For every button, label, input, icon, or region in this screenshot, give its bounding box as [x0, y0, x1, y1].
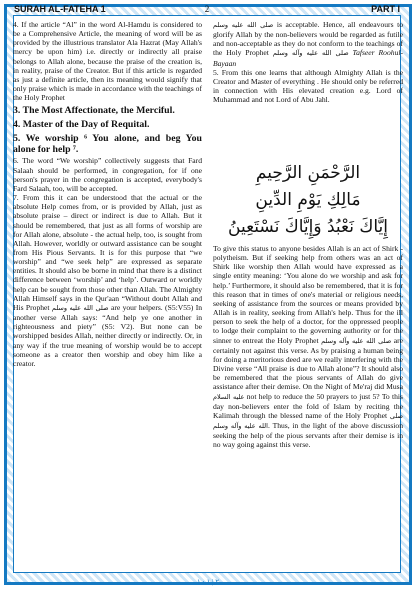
paragraph-7-text: 7. From this it can be understood that the actual or the absolute Help comes from, or is provided by Allah, just as absolute praise – direct or indirect is due to Allah. But it should be remembered, that just as all forms of worship are for Allah alone, absolute - the actual help, too, is sought from Allah. However, worldly or outward assistance can be sought from His Pious Servants. It is for this purpose that “we worship” and “we seek help” are expressed as separate entities. It should also be borne in mind that there is a distinct difference between ‘worship’ and ‘help’. Outward or worldly help can be sought from those other than Allah. The Almighty Allah Himself says in the Qur'aan “Without doubt Allah and His Prophet — [13, 193, 202, 312]
closing-text: . Thus, in the light of the above discussion seeking the help of the pious servants after their demise is in no way going against this verse. — [213, 420, 403, 450]
verse-arabic-1: الرَّحْمَنِ الرَّحِيمِ — [255, 163, 361, 183]
salutation-arabic: صلى الله عليه وسلم — [51, 303, 109, 312]
part-label: PART I — [371, 4, 400, 14]
tafseer-reference: Tafseer Roohul-Bayaan — [213, 48, 403, 68]
page-header — [14, 4, 400, 16]
musa-salutation-arabic: عليه السلام — [213, 392, 245, 401]
main-text-tail: are certainly not against this verse. As by praising a human being for doing a meritorious deed are we really interfering with the Divine verse “All praise is due to Allah alone”? It should also be remembered that the pious servants of Allah do give assistance after their demise. On the Night of Me'raj did Musa — [213, 335, 404, 392]
right-top-paragraph — [213, 20, 403, 68]
salutation-arabic-2: صلى الله عليه وآله وسلم — [272, 49, 349, 58]
verse-3-heading: 3. The Most Affectionate, the Merciful. — [13, 105, 175, 117]
right-column — [213, 20, 403, 158]
left-column — [13, 20, 202, 368]
quran-verses — [213, 160, 403, 242]
main-text-tail-2: not help to reduce the 50 prayers to just 5? To this day non-believers enter the fold of Islam by reciting the Kalimah through the blessed name of the Holy Prophet — [213, 391, 403, 420]
salutation-arabic-4: صلى الله عليه وآله وسلم — [213, 411, 404, 430]
paragraph-4: 4. If the article “Al” in the word Al-Hamdu is considered to be a Comprehensive Article, the meaning of word will be as provided by the illustrious translator Ala Hazrat (May Allah's mercy be upon him) i.e. directly or indirectly all praise belongs to Allah alone, because the praise of the creation is, in reality, praise of the Creator. But if this article is regarded as just a definite article, then its meaning would signify that only praise which is made in accordance with the teachings of the Holy Prophet — [13, 20, 202, 103]
right-column-lower — [213, 244, 403, 449]
surah-title: SURAH AL-FATEHA 1 — [14, 4, 106, 14]
page-footer: ٢ | ١ · ١ — [196, 578, 220, 586]
main-text: To give this status to anyone besides Allah is an act of Shirk - polytheism. But if seeking help from others was an act of Shirk like worship then Allah would have expressed as a single entity meaning: ‘You alone do we worship and ask for help.’ Furthermore, it should also be remembered, that it is for this reason that in times of one's material or religious needs, seeking of assistance from the sources or means provided by Allah is in reality, seeking from Allah's help. Thus for the ill person to seek the help of a doctor, for the oppressed people to lodge their complaint to the governing authority or for the sinner to entreat the Holy Prophet — [213, 244, 403, 345]
right-top-text: is acceptable. Hence, all endeavours to glorify Allah by the non-believers would be regarded as futile and non-acceptable as they do not conform to the teachings of the Holy Prophet — [213, 20, 403, 58]
verse-arabic-2: مَالِكِ يَوْمِ الدِّينِ — [255, 190, 361, 210]
paragraph-7-tail: are your helpers. (S5:V55) In another verse Allah says: “And help ye one another in righteousness and piety” (S5: V2). But none can be worshipped besides Allah, neither directly or indirectly. Or, in any way if the true meaning of worship would be to accept someone as a creator then worship and obey him like a creator. — [13, 302, 203, 368]
verse-5-heading: 5. We worship ⁶ You alone, and beg You alone for help ⁷. — [13, 133, 202, 156]
paragraph-7 — [13, 193, 202, 368]
page-number: 2 — [204, 4, 210, 14]
salutation-arabic: صلى الله عليه وسلم — [213, 21, 274, 29]
verse-4-heading: 4. Master of the Day of Requital. — [13, 119, 150, 131]
paragraph-6: 6. The word “We worship” collectively suggests that Fard Salaah should be performed, in congregation, for if one person's prayer in the congregation is accepted, everybody's Fard Salaah, too, will be accepted. — [13, 156, 202, 193]
verse-arabic-3: إِيَّاكَ نَعْبُدُ وَإِيَّاكَ نَسْتَعِينُ — [228, 217, 388, 237]
main-paragraph — [213, 244, 403, 449]
paragraph-5: 5. From this one learns that although Almighty Allah is the Creator and Master of everything . He should only be referred in connection with His elevated creation e.g. Lord of Muhammad and not Lord of Abu Jahl. — [213, 67, 403, 105]
salutation-arabic-3: صلى الله عليه وآله وسلم — [321, 336, 392, 345]
